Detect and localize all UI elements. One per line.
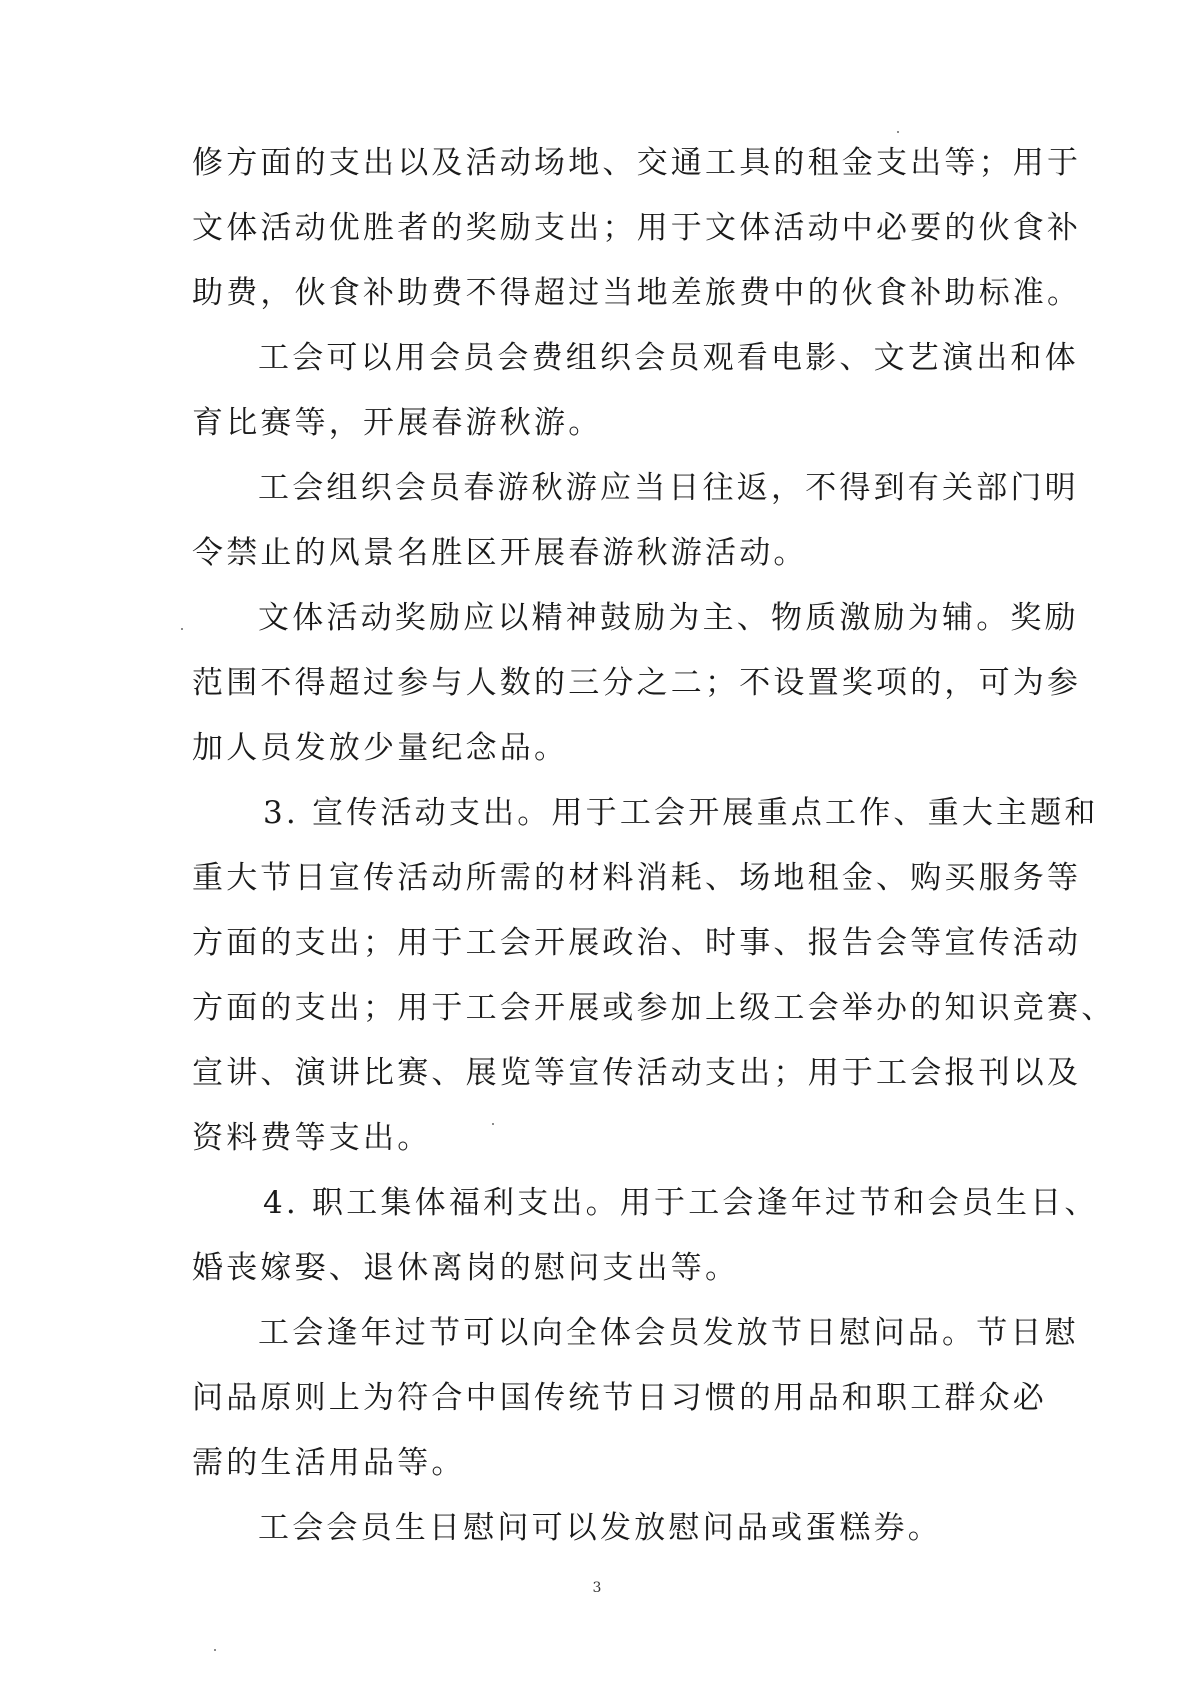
text-line-17: 4. 职工集体福利支出。用于工会逢年过节和会员生日、 — [263, 1185, 1099, 1221]
text-line-5: 育比赛等，开展春游秋游。 — [192, 405, 603, 441]
text-line-3: 助费，伙食补助费不得超过当地差旅费中的伙食补助标准。 — [192, 275, 1082, 311]
text-line-8: 文体活动奖励应以精神鼓励为主、物质激励为辅。奖励 — [258, 600, 1079, 636]
text-line-21: 需的生活用品等。 — [192, 1445, 466, 1481]
text-line-11: 3. 宣传活动支出。用于工会开展重点工作、重大主题和 — [263, 795, 1099, 831]
text-line-1: 修方面的支出以及活动场地、交通工具的租金支出等；用于 — [192, 145, 1082, 181]
text-line-13: 方面的支出；用于工会开展政治、时事、报告会等宣传活动 — [192, 925, 1082, 961]
text-line-16: 资料费等支出。 — [192, 1120, 432, 1156]
text-line-18: 婚丧嫁娶、退休离岗的慰问支出等。 — [192, 1250, 740, 1286]
text-line-7: 令禁止的风景名胜区开展春游秋游活动。 — [192, 535, 808, 571]
text-line-15: 宣讲、演讲比赛、展览等宣传活动支出；用于工会报刊以及 — [192, 1055, 1082, 1091]
text-line-14: 方面的支出；用于工会开展或参加上级工会举办的知识竞赛、 — [192, 990, 1116, 1026]
scan-speck — [181, 628, 183, 630]
text-line-20: 问品原则上为符合中国传统节日习惯的用品和职工群众必 — [192, 1380, 1047, 1416]
text-line-10: 加人员发放少量纪念品。 — [192, 730, 569, 766]
text-line-2: 文体活动优胜者的奖励支出；用于文体活动中必要的伙食补 — [192, 210, 1082, 246]
text-line-9: 范围不得超过参与人数的三分之二；不设置奖项的，可为参 — [192, 665, 1082, 701]
scan-speck — [492, 1123, 494, 1125]
scan-speck — [897, 131, 899, 133]
scan-speck — [214, 1649, 216, 1651]
text-line-6: 工会组织会员春游秋游应当日往返，不得到有关部门明 — [258, 470, 1079, 506]
text-line-22: 工会会员生日慰问可以发放慰问品或蛋糕券。 — [258, 1510, 942, 1546]
page-number: 3 — [592, 1580, 602, 1596]
text-line-19: 工会逢年过节可以向全体会员发放节日慰问品。节日慰 — [258, 1315, 1079, 1351]
text-line-12: 重大节日宣传活动所需的材料消耗、场地租金、购买服务等 — [192, 860, 1082, 896]
text-line-4: 工会可以用会员会费组织会员观看电影、文艺演出和体 — [258, 340, 1079, 376]
